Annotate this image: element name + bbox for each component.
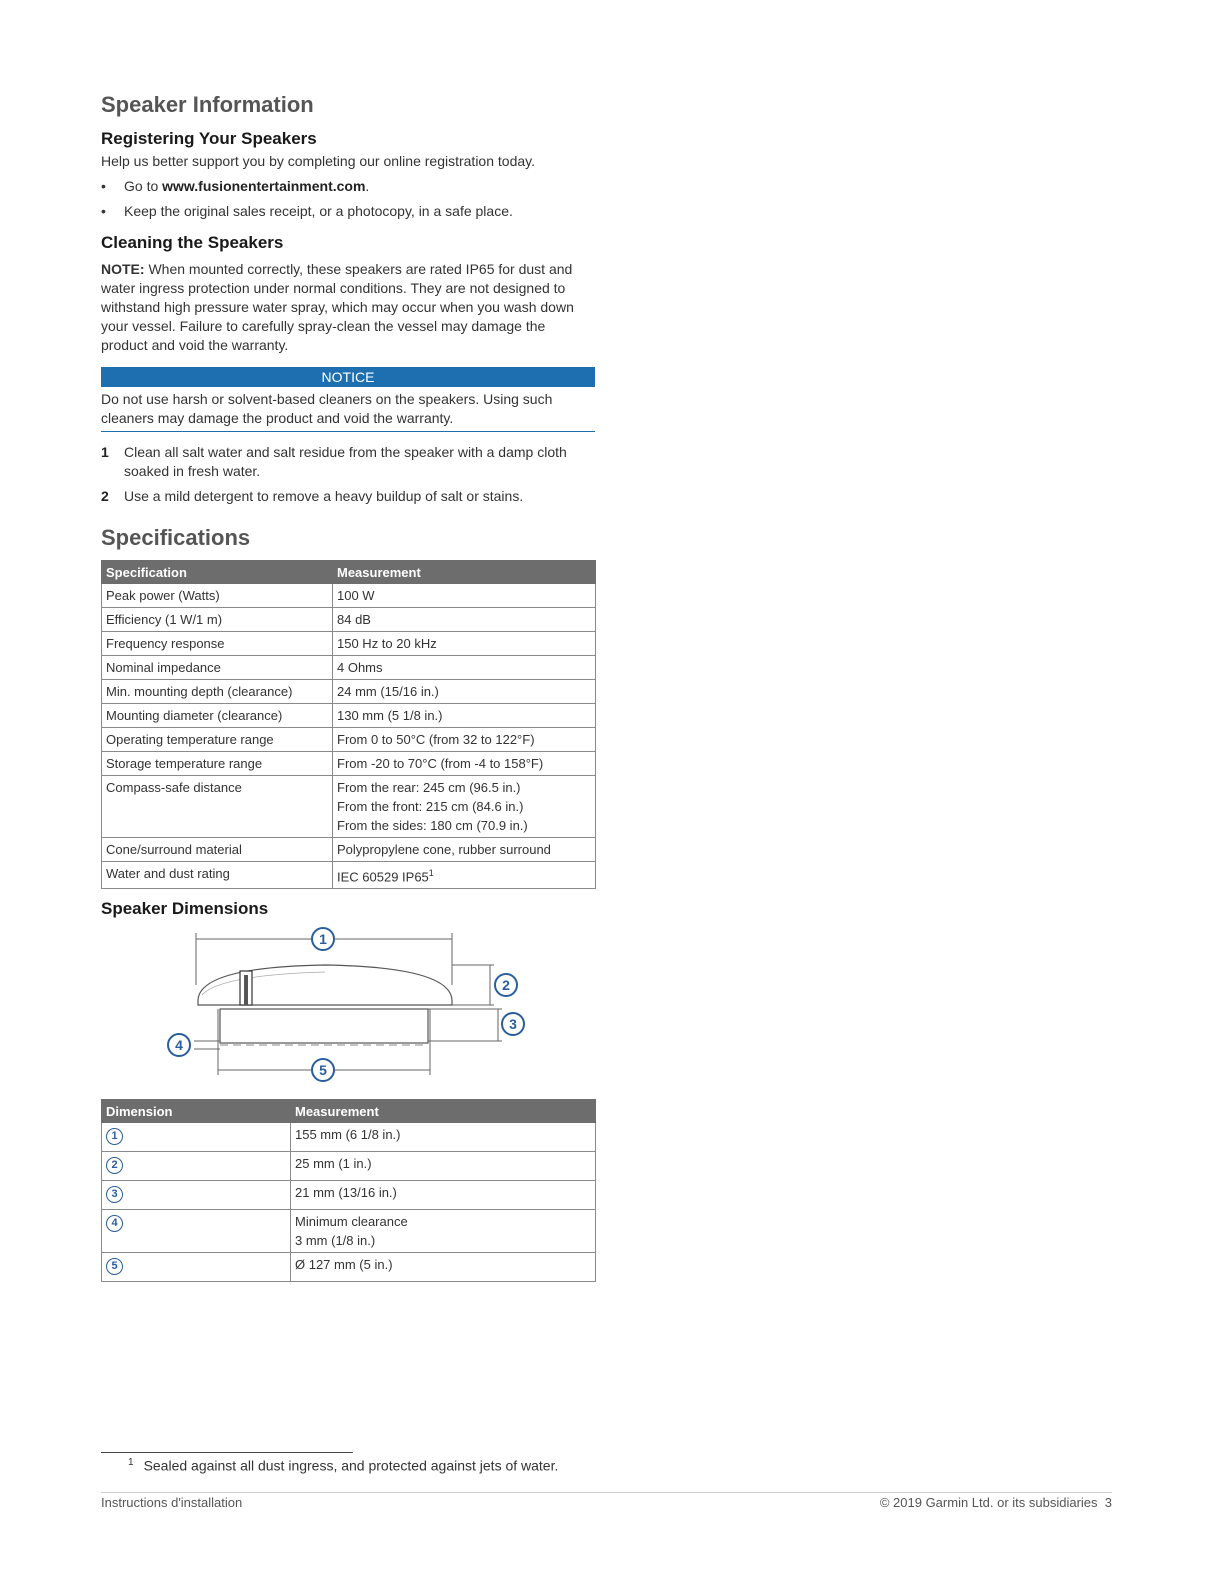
bullet-dot: • bbox=[101, 203, 106, 219]
table-row bbox=[102, 1152, 596, 1181]
column-header: Measurement bbox=[333, 561, 596, 584]
dimension-callout bbox=[102, 1123, 291, 1152]
footnote-rule bbox=[101, 1452, 353, 1453]
callout-1 bbox=[312, 928, 334, 950]
spec-name: Frequency response bbox=[102, 632, 333, 656]
column-header: Specification bbox=[102, 561, 333, 584]
compass-front: From the front: 215 cm (84.6 in.) bbox=[337, 799, 524, 814]
table-row bbox=[102, 728, 596, 752]
footer-rule bbox=[101, 1492, 1112, 1493]
callout-icon: 4 bbox=[106, 1215, 123, 1232]
dimension-value: Ø 127 mm (5 in.) bbox=[291, 1253, 596, 1282]
clearance-label: Minimum clearance bbox=[295, 1214, 408, 1229]
dimension-callout bbox=[102, 1210, 291, 1253]
table-row bbox=[102, 704, 596, 728]
table-row bbox=[102, 776, 596, 838]
spec-value: 100 W bbox=[333, 584, 596, 608]
callout-icon: 3 bbox=[106, 1186, 123, 1203]
bullet2-text: Keep the original sales receipt, or a photocopy, in a safe place. bbox=[124, 203, 513, 219]
spec-name: Peak power (Watts) bbox=[102, 584, 333, 608]
dimension-value: 21 mm (13/16 in.) bbox=[291, 1181, 596, 1210]
table-row bbox=[102, 752, 596, 776]
step-text: Clean all salt water and salt residue from the speaker with a damp cloth soaked in fresh water. bbox=[124, 444, 567, 479]
notice-title: NOTICE bbox=[101, 367, 595, 387]
notice-divider bbox=[101, 431, 595, 432]
footnote-ref[interactable]: 1 bbox=[428, 868, 434, 878]
cleaning-note bbox=[101, 260, 595, 355]
rating-value: IEC 60529 IP65 bbox=[337, 869, 429, 885]
dimensions-table bbox=[101, 1099, 596, 1282]
table-row bbox=[102, 608, 596, 632]
compass-rear: From the rear: 245 cm (96.5 in.) bbox=[337, 780, 521, 795]
spec-name: Nominal impedance bbox=[102, 656, 333, 680]
spec-name: Efficiency (1 W/1 m) bbox=[102, 608, 333, 632]
callout-icon: 2 bbox=[106, 1157, 123, 1174]
cleaning-heading: Cleaning the Speakers bbox=[101, 233, 284, 252]
spec-name: Storage temperature range bbox=[102, 752, 333, 776]
dimension-value bbox=[291, 1210, 596, 1253]
table-header-row bbox=[102, 561, 596, 584]
note-text: When mounted correctly, these speakers are rated IP65 for dust and water ingress protection under normal conditions. They are not designed to withstand high pressure water spray, which may occur when you wash down your vessel. Failure to carefully spray-clean the vessel may damage the product and void the warranty. bbox=[101, 261, 574, 353]
page-number: 3 bbox=[1104, 1495, 1112, 1510]
table-row bbox=[102, 1181, 596, 1210]
notice-text: Do not use harsh or solvent-based cleaners on the speakers. Using such cleaners may damage the product and void the warranty. bbox=[101, 391, 553, 426]
svg-text:5: 5 bbox=[319, 1062, 327, 1078]
footer-copyright: © 2019 Garmin Ltd. or its subsidiaries bbox=[879, 1495, 1098, 1510]
specifications-heading: Specifications bbox=[101, 525, 251, 550]
spec-value bbox=[333, 776, 596, 838]
spec-value: From 0 to 50°C (from 32 to 122°F) bbox=[333, 728, 596, 752]
footer-right bbox=[880, 1495, 1112, 1510]
registering-heading: Registering Your Speakers bbox=[101, 129, 317, 148]
svg-text:2: 2 bbox=[502, 977, 510, 993]
spec-name: Operating temperature range bbox=[102, 728, 333, 752]
spec-name: Min. mounting depth (clearance) bbox=[102, 680, 333, 704]
callout-icon: 1 bbox=[106, 1128, 123, 1145]
spec-value: 24 mm (15/16 in.) bbox=[333, 680, 596, 704]
svg-text:4: 4 bbox=[175, 1037, 183, 1053]
footnote bbox=[128, 1457, 558, 1474]
dimension-value: 155 mm (6 1/8 in.) bbox=[291, 1123, 596, 1152]
spec-name: Water and dust rating bbox=[102, 862, 333, 889]
column-header: Measurement bbox=[291, 1100, 596, 1123]
dimensions-heading: Speaker Dimensions bbox=[101, 899, 269, 918]
clearance-value: 3 mm (1/8 in.) bbox=[295, 1233, 376, 1248]
spec-name: Compass-safe distance bbox=[102, 776, 333, 838]
callout-5 bbox=[312, 1059, 334, 1081]
dimension-callout bbox=[102, 1152, 291, 1181]
bullet-dot: • bbox=[101, 178, 106, 194]
note-label: NOTE: bbox=[101, 261, 145, 277]
table-row bbox=[102, 838, 596, 862]
section-title: Speaker Information bbox=[101, 92, 314, 117]
table-row bbox=[102, 862, 596, 889]
spec-value: 84 dB bbox=[333, 608, 596, 632]
callout-4 bbox=[168, 1034, 190, 1056]
table-row bbox=[102, 1253, 596, 1282]
table-row bbox=[102, 632, 596, 656]
spec-name: Cone/surround material bbox=[102, 838, 333, 862]
footer-left: Instructions d'installation bbox=[101, 1495, 243, 1510]
table-row bbox=[102, 1123, 596, 1152]
dimension-callout bbox=[102, 1253, 291, 1282]
website-link[interactable]: www.fusionentertainment.com bbox=[162, 178, 366, 194]
spec-name: Mounting diameter (clearance) bbox=[102, 704, 333, 728]
step-text: Use a mild detergent to remove a heavy buildup of salt or stains. bbox=[124, 488, 524, 504]
spec-value: 4 Ohms bbox=[333, 656, 596, 680]
bullet1-suffix: . bbox=[365, 178, 370, 194]
specifications-table bbox=[101, 560, 596, 889]
table-row bbox=[102, 1210, 596, 1253]
registering-intro: Help us better support you by completing our online registration today. bbox=[101, 153, 535, 169]
column-header: Dimension bbox=[102, 1100, 291, 1123]
dimension-callout bbox=[102, 1181, 291, 1210]
svg-text:1: 1 bbox=[319, 931, 327, 947]
step-number: 2 bbox=[101, 488, 109, 504]
callout-icon: 5 bbox=[106, 1258, 123, 1275]
spec-value: 130 mm (5 1/8 in.) bbox=[333, 704, 596, 728]
speaker-dimensions-diagram bbox=[160, 925, 540, 1085]
footnote-mark: 1 bbox=[128, 1457, 134, 1468]
bullet1-prefix: Go to bbox=[124, 178, 163, 194]
compass-sides: From the sides: 180 cm (70.9 in.) bbox=[337, 818, 528, 833]
footnote-text: Sealed against all dust ingress, and protected against jets of water. bbox=[143, 1457, 559, 1474]
callout-3 bbox=[502, 1013, 524, 1035]
spec-value bbox=[333, 862, 596, 889]
svg-text:3: 3 bbox=[509, 1016, 517, 1032]
step-number: 1 bbox=[101, 444, 109, 460]
table-row bbox=[102, 680, 596, 704]
spec-value: Polypropylene cone, rubber surround bbox=[333, 838, 596, 862]
spec-value: From -20 to 70°C (from -4 to 158°F) bbox=[333, 752, 596, 776]
table-header-row bbox=[102, 1100, 596, 1123]
dimension-value: 25 mm (1 in.) bbox=[291, 1152, 596, 1181]
callout-2 bbox=[495, 974, 517, 996]
spec-value: 150 Hz to 20 kHz bbox=[333, 632, 596, 656]
table-row bbox=[102, 656, 596, 680]
table-row bbox=[102, 584, 596, 608]
